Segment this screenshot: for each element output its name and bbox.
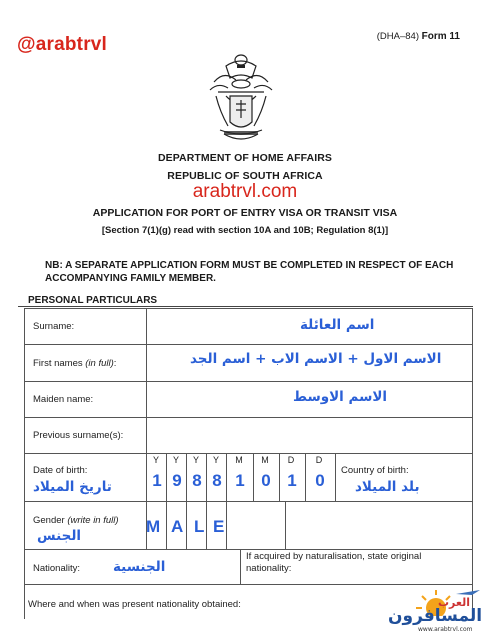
date-cell-header: D: [315, 455, 323, 465]
naturalisation-field[interactable]: [241, 550, 472, 584]
country-of-birth-label: Country of birth:: [341, 465, 409, 476]
date-cell-divider: [206, 453, 207, 501]
maiden-name-field[interactable]: [147, 382, 472, 417]
surname-field[interactable]: [147, 309, 472, 344]
gender-cell-divider: [166, 501, 167, 549]
watermark-handle: @arabtrvl: [17, 34, 108, 55]
gender-letter[interactable]: E: [213, 517, 225, 536]
surname-annotation: اسم العائلة: [300, 317, 375, 333]
date-cell-divider: [279, 453, 280, 501]
section-divider: [18, 306, 473, 307]
logo-url: www.arabtrvl.com: [418, 626, 473, 633]
date-cell-header: M: [235, 455, 243, 465]
present-nationality-label: Where and when was present nationality obtained:: [28, 599, 241, 610]
gender-letter[interactable]: L: [194, 517, 205, 536]
date-cell-divider: [226, 453, 227, 501]
gender-label-note: (write in full): [67, 515, 119, 526]
logo-line1: العرب: [438, 596, 471, 609]
date-of-birth-label: Date of birth:: [33, 465, 88, 476]
date-cell-header: Y: [212, 455, 219, 465]
arabtrvl-logo: [384, 586, 484, 634]
first-names-label: [33, 358, 116, 369]
first-names-label-text: First names: [33, 358, 83, 369]
date-digit[interactable]: 8: [212, 471, 222, 490]
section-reference: [Section 7(1)(g) read with section 10A and 10B; Regulation 8(1)]: [101, 225, 389, 236]
naturalisation-label-line1: If acquired by naturalisation, state original: [246, 551, 422, 562]
first-names-field[interactable]: [147, 345, 472, 381]
date-cell-header: Y: [192, 455, 199, 465]
form-code-text: (DHA–84): [376, 31, 419, 42]
gender-label: [33, 515, 119, 526]
naturalisation-label-line2: nationality:: [246, 563, 292, 574]
nationality-label: Nationality:: [33, 563, 80, 574]
country-of-birth-annotation: بلد الميلاد: [355, 479, 420, 495]
gender-label-text: Gender: [33, 515, 65, 526]
column-divider: [285, 501, 286, 549]
row-divider: [25, 501, 472, 502]
first-names-label-colon: :: [113, 358, 117, 369]
gender-cell-divider: [226, 501, 227, 549]
country-of-birth-field[interactable]: [336, 454, 472, 501]
date-cell-header: D: [287, 455, 295, 465]
maiden-name-annotation: الاسم الاوسط: [293, 389, 388, 405]
date-digit[interactable]: 8: [192, 471, 202, 490]
gender-cell-divider: [206, 501, 207, 549]
form-code: [377, 31, 460, 42]
form-title: APPLICATION FOR PORT OF ENTRY VISA OR TRANSIT VISA: [92, 207, 398, 219]
previous-surnames-field[interactable]: [147, 418, 472, 453]
first-names-annotation: الاسم الاول + الاسم الاب + اسم الجد: [190, 351, 442, 367]
date-cell-header: Y: [172, 455, 179, 465]
date-cell-divider: [305, 453, 306, 501]
gender-cell-divider: [186, 501, 187, 549]
maiden-name-label: Maiden name:: [33, 394, 94, 405]
date-digit[interactable]: 0: [315, 471, 325, 490]
date-cell-divider: [253, 453, 254, 501]
form-number: Form 11: [421, 31, 460, 42]
date-digit[interactable]: 9: [172, 471, 182, 490]
date-cell-divider: [166, 453, 167, 501]
date-digit[interactable]: 0: [261, 471, 271, 490]
notice-text: NB: A SEPARATE APPLICATION FORM MUST BE COMPLETED IN RESPECT OF EACH ACCOMPANYING FAMILY MEMBER.: [45, 260, 454, 284]
date-cell-header: Y: [152, 455, 159, 465]
nationality-annotation: الجنسية: [113, 559, 166, 575]
date-cell-divider: [186, 453, 187, 501]
date-of-birth-annotation: تاريخ الميلاد: [33, 479, 112, 495]
surname-label: Surname:: [33, 321, 75, 332]
department-heading: DEPARTMENT OF HOME AFFAIRS: [157, 152, 333, 164]
gender-letter[interactable]: M: [146, 517, 161, 536]
section-title: PERSONAL PARTICULARS: [28, 295, 158, 306]
date-digit[interactable]: 1: [287, 471, 297, 490]
gender-annotation: الجنس: [37, 528, 82, 544]
logo-line2: المسافرون: [388, 606, 483, 626]
first-names-label-note: (in full): [85, 358, 114, 369]
date-digit[interactable]: 1: [152, 471, 162, 490]
previous-surnames-label: Previous surname(s):: [33, 430, 124, 441]
coat-of-arms-icon: [206, 52, 276, 148]
date-cell-header: M: [261, 455, 269, 465]
personal-particulars-table: [24, 308, 473, 619]
date-digit[interactable]: 1: [235, 471, 245, 490]
nationality-field[interactable]: [105, 550, 240, 584]
gender-letter[interactable]: A: [171, 517, 184, 536]
website-watermark: arabtrvl.com: [192, 181, 298, 202]
republic-heading: REPUBLIC OF SOUTH AFRICA: [167, 170, 323, 182]
